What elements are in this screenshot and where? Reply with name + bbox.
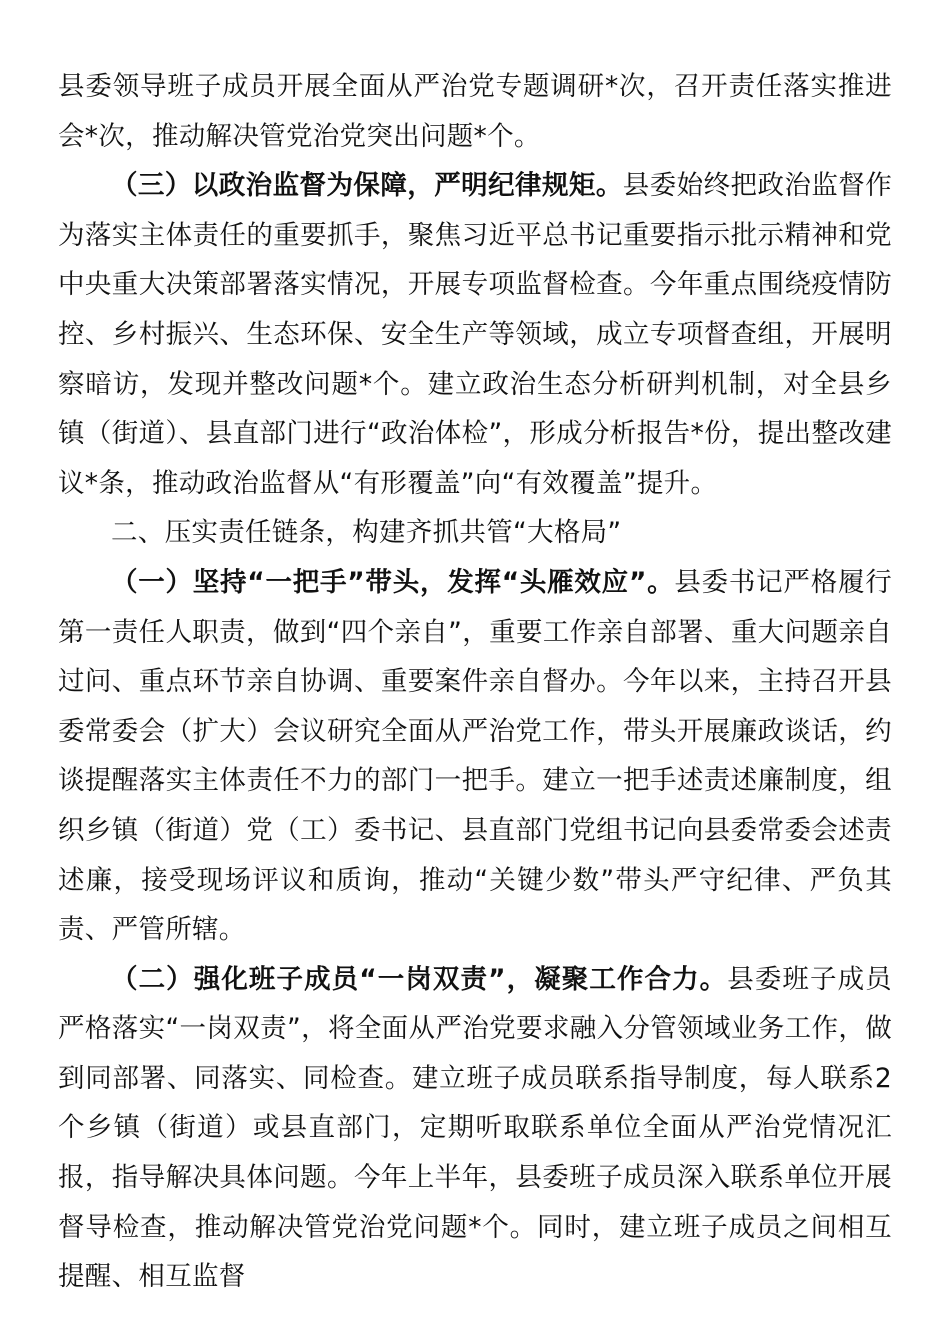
paragraph-team-dual-duty: [58, 955, 892, 1302]
paragraph-leader-first: [58, 558, 892, 955]
paragraph-heading: （三）以政治监督为保障，严明纪律规矩。: [111, 170, 623, 202]
section-heading: [58, 508, 892, 558]
document-page: [58, 62, 892, 1302]
section-heading-text: 二、压实责任链条，构建齐抓共管“大格局”: [111, 517, 622, 549]
paragraph-body: 县委书记严格履行第一责任人职责，做到“四个亲自”，重要工作亲自部署、重大问题亲自过问、重点环节亲自协调、重要案件亲自督办。今年以来，主持召开县委常委会（扩大）会议研究全面从严治党工作，带头开展廉政谈话，约谈提醒落实主体责任不力的部门一把手。建立一把手述责述廉制度，组织乡镇（街道）党（工）委书记、县直部门党组书记向县委常委会述责述廉，接受现场评议和质询，推动“关键少数”带头严守纪律、严负其责、严管所辖。: [58, 566, 893, 946]
paragraph-body: 县委班子成员严格落实“一岗双责”，将全面从严治党要求融入分管领域业务工作，做到同部署、同落实、同检查。建立班子成员联系指导制度，每人联系2个乡镇（街道）或县直部门，定期听取联系单位全面从严治党情况汇报，指导解决具体问题。今年上半年，县委班子成员深入联系单位开展督导检查，推动解决管党治党问题*个。同时，建立班子成员之间相互提醒、相互监督: [58, 963, 892, 1293]
paragraph-body: 县委始终把政治监督作为落实主体责任的重要抓手，聚焦习近平总书记重要指示批示精神和党中央重大决策部署落实情况，开展专项监督检查。今年重点围绕疫情防控、乡村振兴、生态环保、安全生产等领域，成立专项督查组，开展明察暗访，发现并整改问题*个。建立政治生态分析研判机制，对全县乡镇（街道）、县直部门进行“政治体检”，形成分析报告*份，提出整改建议*条，推动政治监督从“有形覆盖”向“有效覆盖”提升。: [58, 170, 893, 499]
paragraph-political-supervision: [58, 161, 892, 508]
paragraph-body: 县委领导班子成员开展全面从严治党专题调研*次，召开责任落实推进会*次，推动解决管党治党突出问题*个。: [58, 71, 892, 152]
paragraph-heading: （一）坚持“一把手”带头，发挥“头雁效应”。: [111, 566, 675, 598]
paragraph-continuation: [58, 62, 892, 161]
paragraph-heading: （二）强化班子成员“一岗双责”，凝聚工作合力。: [111, 963, 728, 995]
